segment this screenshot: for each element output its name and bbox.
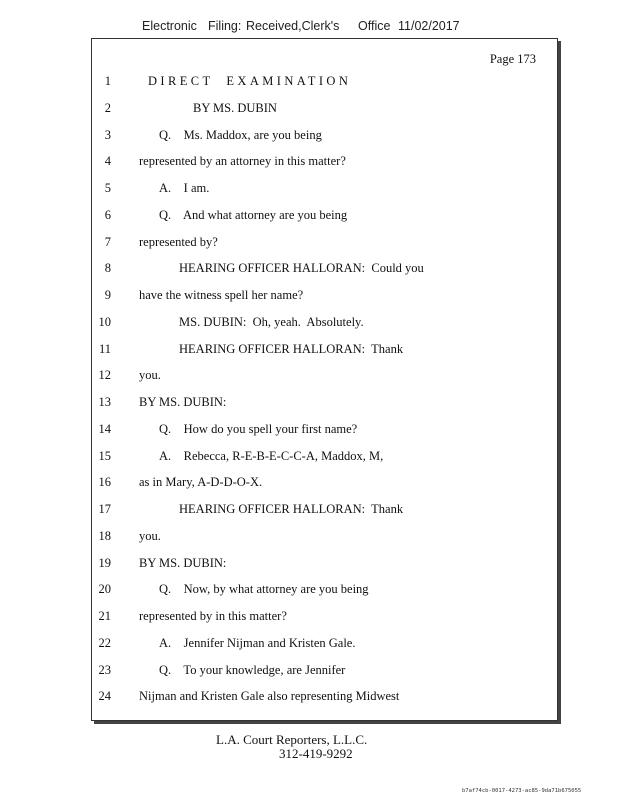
line-number: 21 — [98, 609, 111, 623]
transcript-line — [92, 340, 557, 358]
line-text: represented by? — [139, 234, 218, 249]
transcript-line — [92, 447, 557, 465]
transcript-line — [92, 179, 557, 197]
line-text: HEARING OFFICER HALLORAN: Could you — [179, 261, 424, 276]
transcript-line — [92, 500, 557, 518]
line-number: 14 — [98, 421, 111, 436]
line-number: 4 — [104, 154, 111, 169]
line-number: 13 — [98, 395, 111, 409]
line-text: you. — [139, 368, 161, 383]
line-number: 18 — [98, 528, 111, 543]
transcript-line — [92, 366, 557, 384]
line-text: MS. DUBIN: Oh, yeah. Absolutely. — [179, 314, 364, 329]
line-number: 19 — [98, 555, 111, 570]
transcript-line — [92, 99, 557, 117]
transcript-line — [92, 152, 557, 170]
transcript-line — [92, 634, 557, 652]
line-text: Q. To your knowledge, are Jennifer — [159, 662, 346, 677]
reporter-phone: 312-419-9292 — [279, 746, 353, 761]
line-text: have the witness spell her name? — [139, 288, 304, 302]
transcript-line — [92, 580, 557, 598]
transcript-line — [92, 527, 557, 545]
transcript-line — [92, 661, 557, 679]
line-number: 5 — [104, 181, 111, 195]
line-number: 15 — [98, 448, 111, 463]
filing-stamp-header — [142, 19, 460, 33]
transcript-line — [92, 313, 557, 331]
transcript-line — [92, 233, 557, 251]
header-office: Office — [358, 19, 391, 33]
line-text: represented by an attorney in this matter? — [139, 154, 346, 169]
line-number: 8 — [104, 261, 111, 276]
line-text: Nijman and Kristen Gale also representing Midwest — [139, 689, 400, 704]
line-text: Q. How do you spell your first name? — [159, 421, 358, 436]
line-number: 24 — [98, 689, 111, 704]
line-number: 3 — [104, 127, 111, 142]
transcript-line — [92, 554, 557, 572]
line-number: 22 — [98, 635, 111, 650]
reporter-company: L.A. Court Reporters, L.L.C. — [216, 732, 368, 747]
header-electronic: Electronic — [142, 19, 197, 33]
line-number: 7 — [104, 234, 111, 249]
line-text: A. Jennifer Nijman and Kristen Gale. — [159, 635, 356, 650]
line-text: A. Rebecca, R-E-B-E-C-C-A, Maddox, M, — [159, 448, 384, 463]
transcript-line — [92, 72, 557, 90]
line-number: 11 — [98, 341, 111, 356]
line-text: A. I am. — [159, 181, 210, 195]
line-text: BY MS. DUBIN — [193, 100, 277, 115]
transcript-line — [92, 126, 557, 144]
line-text: you. — [139, 528, 161, 543]
line-number: 17 — [98, 502, 111, 516]
transcript-line — [92, 420, 557, 438]
transcript-line — [92, 393, 557, 411]
transcript-line — [92, 687, 557, 705]
line-number: 1 — [104, 74, 111, 88]
transcript-line — [92, 607, 557, 625]
line-number: 12 — [98, 368, 111, 383]
line-number: 16 — [98, 475, 111, 490]
line-text: BY MS. DUBIN: — [139, 555, 227, 570]
line-text: as in Mary, A-D-D-O-X. — [139, 475, 263, 490]
transcript-line — [92, 473, 557, 491]
transcript-line — [92, 286, 557, 304]
document-id: b7af74cb-0017-4273-ac85-9da71b675055 — [462, 788, 582, 794]
line-text: HEARING OFFICER HALLORAN: Thank — [179, 502, 404, 516]
transcript-line — [92, 206, 557, 224]
line-text: Q. Ms. Maddox, are you being — [159, 127, 322, 142]
header-received: Received,Clerk's — [246, 19, 340, 33]
line-text: Q. And what attorney are you being — [159, 207, 348, 222]
transcript-line — [92, 259, 557, 277]
line-text: DIRECT EXAMINATION — [148, 74, 352, 88]
header-filing: Filing: — [208, 19, 242, 33]
header-date: 11/02/2017 — [398, 19, 460, 33]
line-number: 10 — [98, 314, 111, 329]
line-text: Q. Now, by what attorney are you being — [159, 582, 369, 597]
line-number: 23 — [98, 662, 111, 677]
line-number: 20 — [98, 582, 111, 597]
page-number: Page 173 — [489, 52, 536, 66]
transcript-page — [91, 38, 558, 721]
line-text: BY MS. DUBIN: — [139, 395, 227, 409]
line-number: 6 — [104, 207, 111, 222]
line-number: 2 — [104, 100, 111, 115]
line-text: represented by in this matter? — [139, 609, 287, 623]
line-number: 9 — [104, 288, 111, 302]
line-text: HEARING OFFICER HALLORAN: Thank — [179, 341, 404, 356]
